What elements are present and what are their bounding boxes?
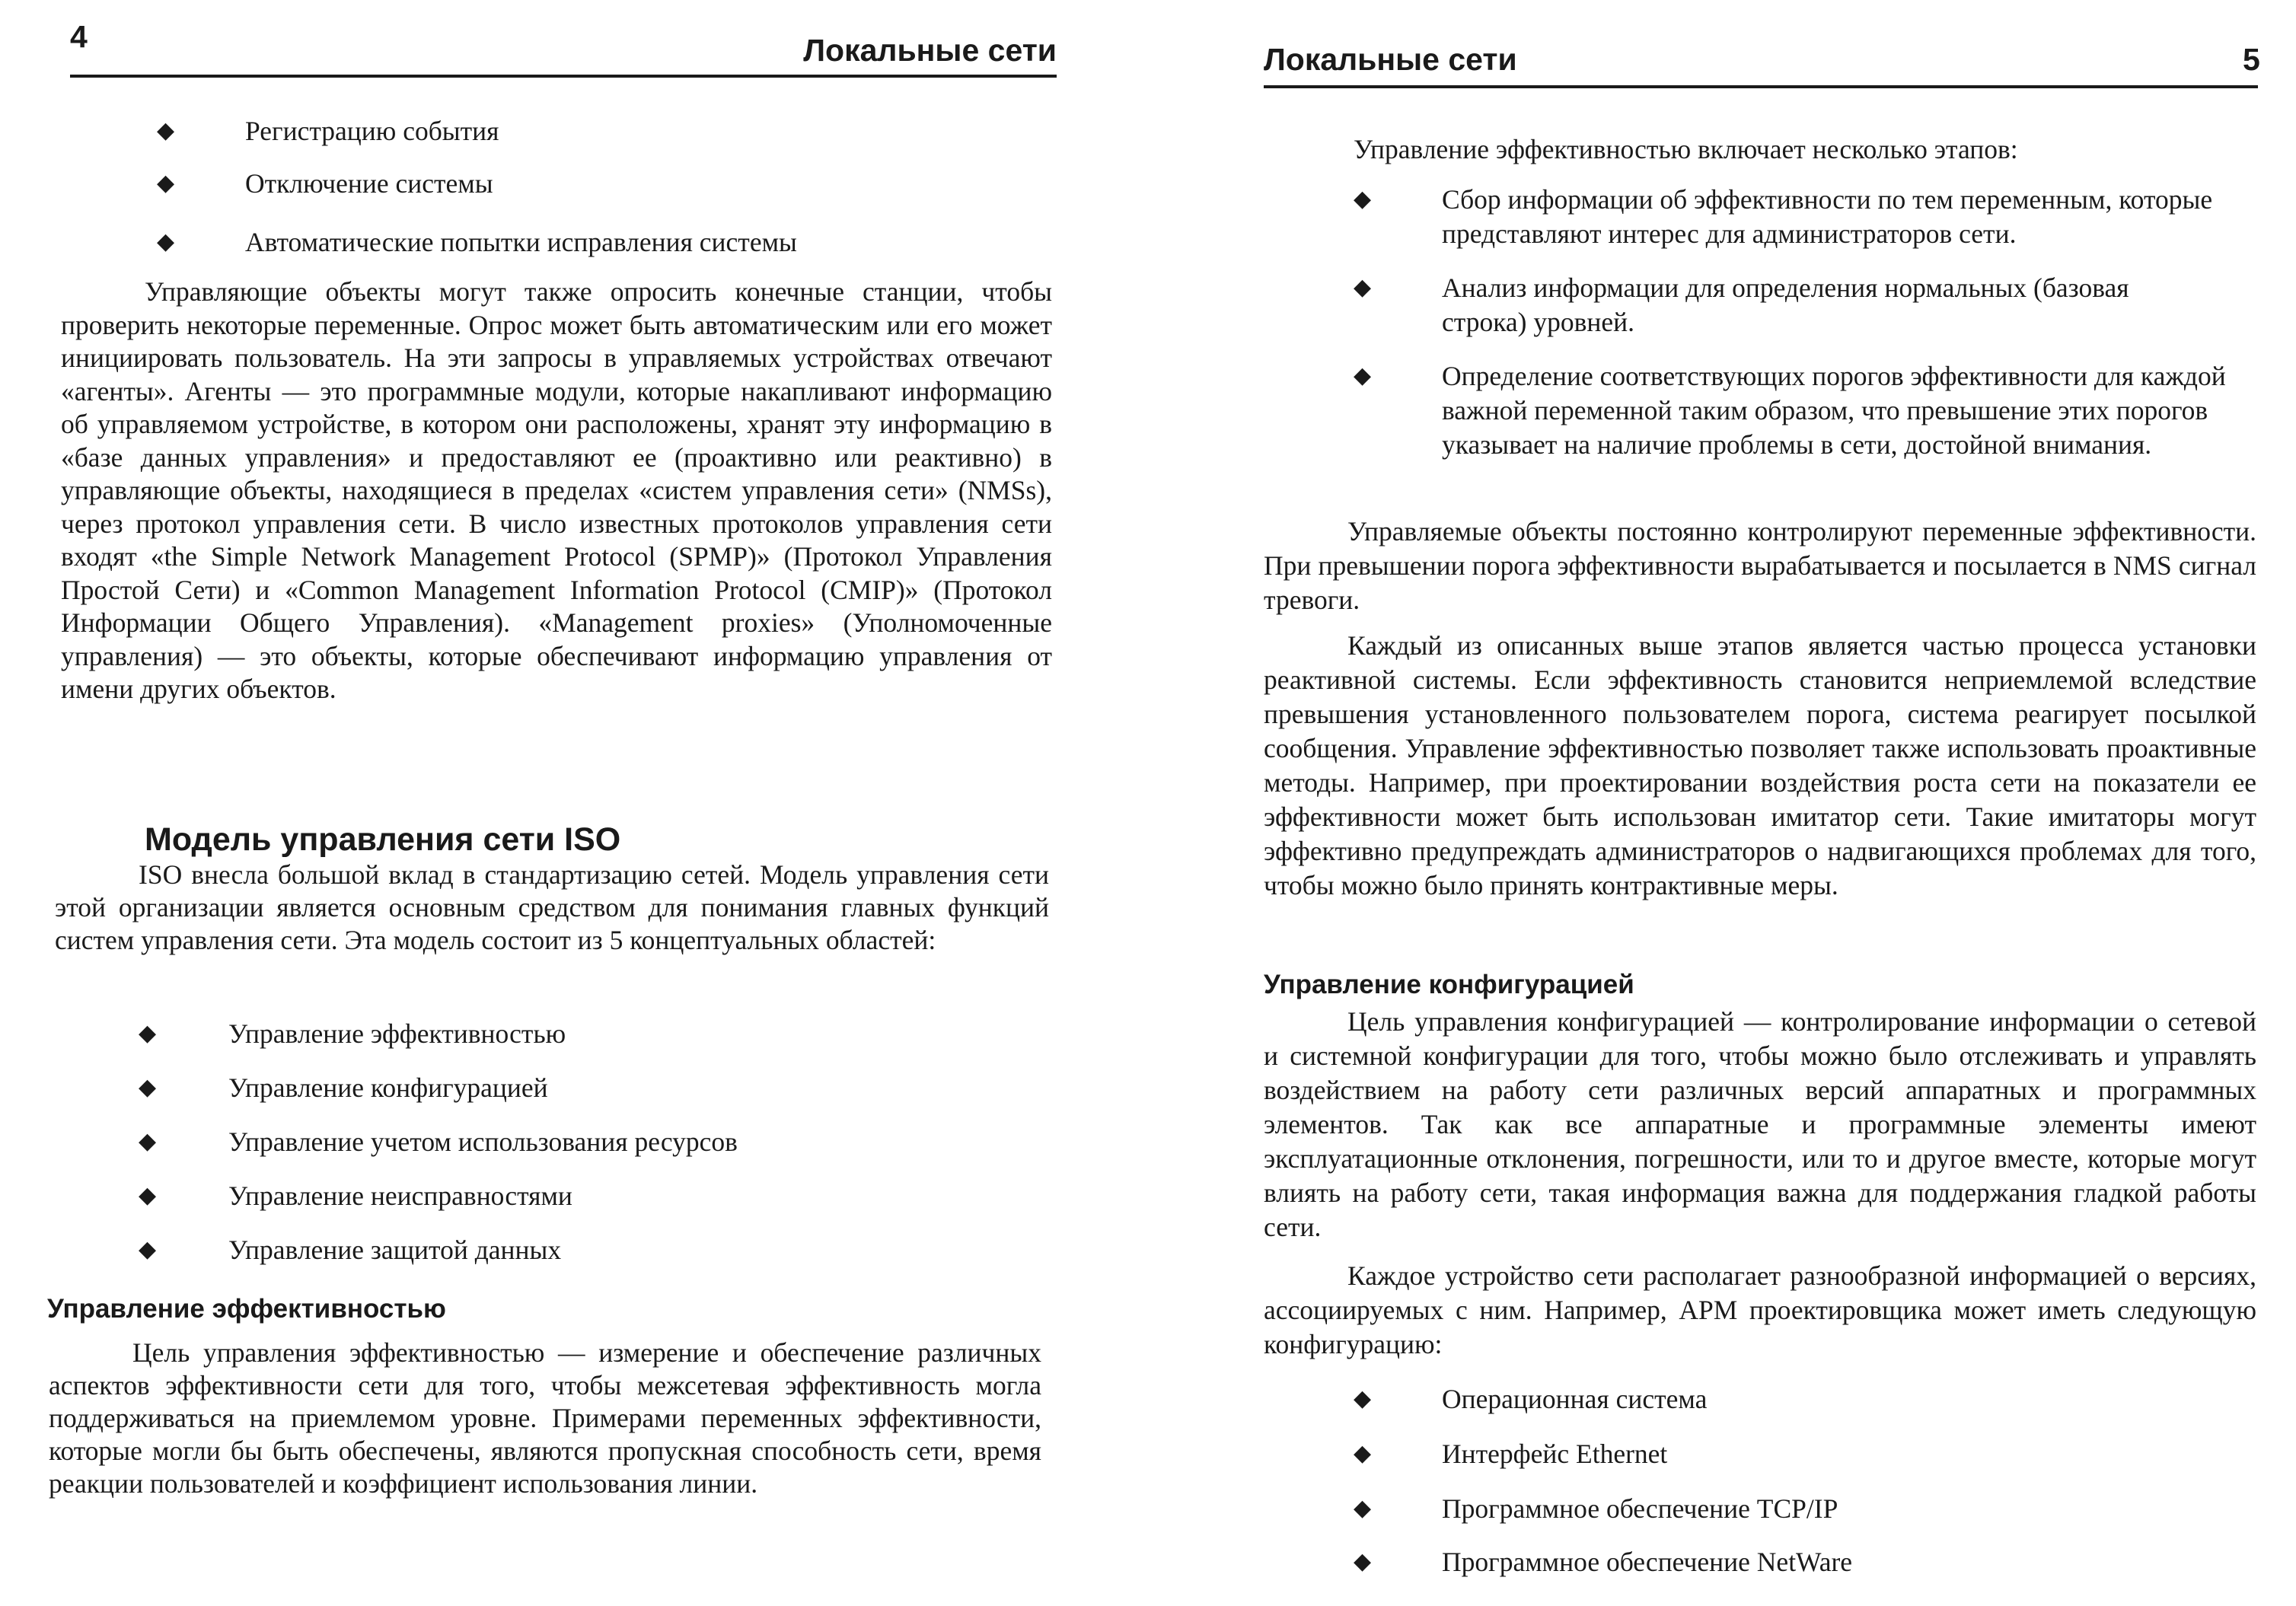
diamond-bullet-icon: ◆: [139, 1236, 157, 1263]
bullet-text: Управление конфигурацией: [228, 1072, 548, 1103]
bullet-text: Управление учетом использования ресурсов: [228, 1126, 738, 1157]
paragraph-performance: Цель управления эффективностью — измерение и обеспечение различных аспектов эффективности сети для того, чтобы межсетевая эффективность могла поддерживаться на приемлемом уровне. Примерами переменных эффективности, которые могли бы быть обеспечены, являются пропускная способность сети, время реакции пользователей и коэффициент использования линии.: [49, 1337, 1041, 1499]
diamond-bullet-icon: ◆: [1354, 186, 1372, 212]
bullet-text: Управление неисправностями: [228, 1181, 572, 1211]
paragraph-monitor: Управляемые объекты постоянно контролируют переменные эффективности. При превышении порога эффективности вырабатывается и посылается в NMS сигнал тревоги.: [1264, 516, 2256, 615]
running-title: Локальные сети: [803, 33, 1057, 68]
page-number: 5: [2243, 42, 2260, 77]
diamond-bullet-icon: ◆: [139, 1128, 157, 1155]
paragraph-config: Цель управления конфигурацией — контролирование информации о сетевой и системной конфигурации для того, чтобы можно было отслеживать и управлять воздействием на работу сети различных версий аппаратных и программных элементов. Так как все аппаратные и программные элементы имеют эксплуатационные отклонения, погрешности, или то и другое вместе, которые могут влиять на работу сети, такая информация важна для поддержания гладкой работы сети.: [1264, 1006, 2256, 1242]
bullet-text: Регистрацию события: [245, 116, 499, 146]
paragraph-iso: ISO внесла большой вклад в стандартизацию сетей. Модель управления сети этой организации является основным средством для понимания главных функций систем управления сети. Эта модель состоит из 5 концептуальных областей:: [55, 859, 1049, 955]
diamond-bullet-icon: ◆: [157, 170, 175, 196]
diamond-bullet-icon: ◆: [1354, 1495, 1372, 1522]
diamond-bullet-icon: ◆: [139, 1182, 157, 1209]
page-number: 4: [70, 19, 88, 54]
bullet-text: Управление защитой данных: [228, 1235, 562, 1265]
paragraph-reactive: Каждый из описанных выше этапов является частью процесса установки реактивной системы. Если эффективность становится неприемлемой вследствие превышения установленного пользователем порога, система реагирует посылкой сообщения. Управление эффективностью позволяет также использовать проактивные методы. Например, при проектировании воздействия роста сети на показатели ее эффективности может быть использован имитатор сети. Такие имитаторы могут эффективно предупреждать администраторов о надвигающихся проблемах для того, чтобы можно было принять контрактивные меры.: [1264, 630, 2256, 900]
diamond-bullet-icon: ◆: [1354, 362, 1372, 389]
diamond-bullet-icon: ◆: [1354, 1385, 1372, 1412]
running-title: Локальные сети: [1264, 42, 1517, 77]
bullet-text: Сбор информации об эффективности по тем переменным, которые представляют интерес для администраторов сети.: [1442, 184, 2213, 249]
bullet-text: Автоматические попытки исправления системы: [245, 227, 797, 257]
paragraph-agents: Управляющие объекты могут также опросить конечные станции, чтобы проверить некоторые переменные. Опрос может быть автоматическим или его может инициировать пользователь. На эти запросы в управляемых устройствах отвечают «агенты». Агенты — это программные модули, которые накапливают информацию об управляемом устройстве, в котором они расположены, хранят эту информацию в «базе данных управления» и предоставляют ее (проактивно или реактивно) в управляющие объекты, находящиеся в пределах «систем управления сети» (NMSs), через протокол управления сети. В число известных протоколов управления сети входят «the Simple Network Management Protocol (SPMP)» (Протокол Управления Простой Сети) и «Common Management Information Protocol (CMIP)» (Протокол Информации Общего Управления). «Management proxies» (Уполномоченные управления) — это объекты, которые обеспечивают информацию управления от имени других объектов.: [61, 276, 1052, 704]
bullet-text: Операционная система: [1442, 1384, 1708, 1414]
header-rule: [1264, 85, 2258, 88]
header-rule: [70, 75, 1057, 78]
diamond-bullet-icon: ◆: [139, 1074, 157, 1101]
diamond-bullet-icon: ◆: [139, 1020, 157, 1047]
diamond-bullet-icon: ◆: [1354, 1548, 1372, 1575]
bullet-text: Программное обеспечение NetWare: [1442, 1547, 1853, 1577]
bullet-text: Программное обеспечение TCP/IP: [1442, 1493, 1838, 1524]
paragraph-device: Каждое устройство сети располагает разнообразной информацией о версиях, ассоциируемых с ним. Например, АРМ проектировщика может иметь следующую конфигурацию:: [1264, 1260, 2256, 1359]
subsection-heading: Управление эффективностью: [47, 1294, 446, 1324]
bullet-text: Анализ информации для определения нормальных (базовая строка) уровней.: [1442, 272, 2129, 337]
section-heading: Модель управления сети ISO: [145, 821, 621, 858]
diamond-bullet-icon: ◆: [1354, 1440, 1372, 1467]
diamond-bullet-icon: ◆: [1354, 274, 1372, 301]
bullet-text: Управление эффективностью: [228, 1018, 566, 1049]
subsection-heading: Управление конфигурацией: [1264, 970, 1634, 999]
right-page: [1148, 0, 2296, 1606]
bullet-text: Отключение системы: [245, 168, 493, 199]
paragraph-stages: Управление эффективностью включает несколько этапов:: [1354, 134, 2018, 164]
diamond-bullet-icon: ◆: [157, 117, 175, 144]
bullet-text: Определение соответствующих порогов эффективности для каждой важной переменной таким образом, что превышение этих порогов указывает на наличие проблемы в сети, достойной внимания.: [1442, 361, 2226, 460]
diamond-bullet-icon: ◆: [157, 228, 175, 255]
bullet-text: Интерфейс Ethernet: [1442, 1439, 1668, 1469]
